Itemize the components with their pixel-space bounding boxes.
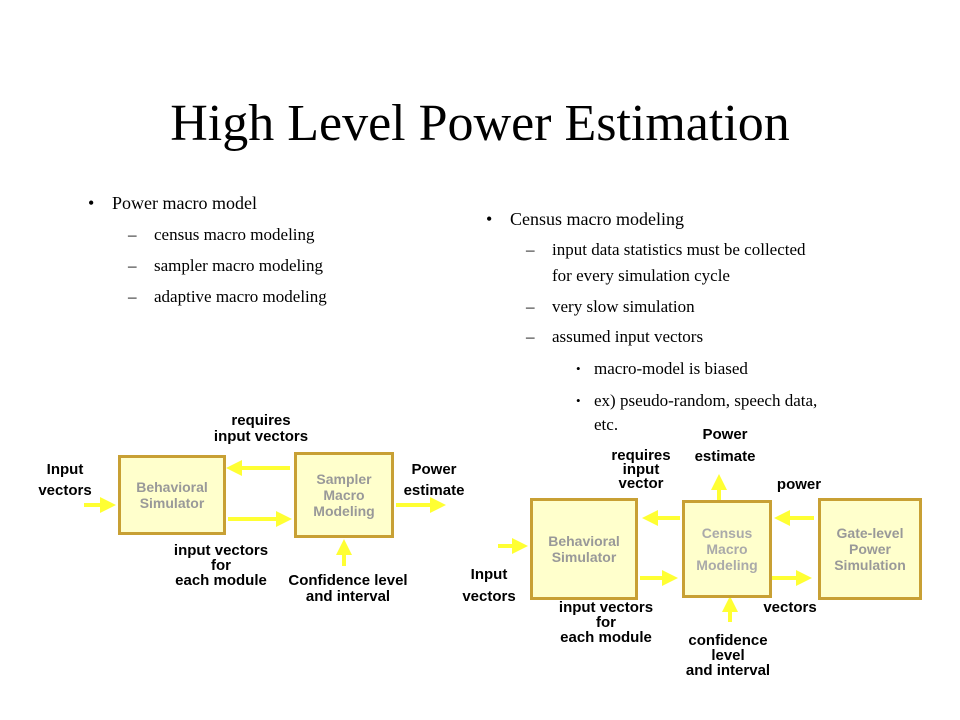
bullet-text: Census macro modeling xyxy=(510,209,684,229)
requires-input-vectors-label: requires input vectors xyxy=(213,412,309,445)
bullet-dot-icon: • xyxy=(576,393,581,408)
behavioral-simulator-box-right: Behavioral Simulator xyxy=(530,498,638,600)
sub-bullet-text: assumed input vectors xyxy=(552,327,704,346)
census-macro-modeling-box: Census Macro Modeling xyxy=(682,500,772,598)
sub-bullet-text: very slow simulation xyxy=(552,297,695,316)
dash-icon: – xyxy=(526,240,535,259)
input-vectors-each-module-label: input vectors for each module xyxy=(173,542,269,589)
behavioral-simulator-box: Behavioral Simulator xyxy=(118,455,226,535)
subsub-bullet-text: ex) pseudo-random, speech data, xyxy=(594,391,818,410)
dash-icon: – xyxy=(526,327,535,346)
bullet-dot-icon: • xyxy=(486,209,493,229)
sub-bullet-text: sampler macro modeling xyxy=(154,256,324,275)
sub-bullet-text: for every simulation cycle xyxy=(552,266,730,285)
bullet-dot-icon: • xyxy=(576,361,581,376)
power-label: power xyxy=(776,476,822,493)
sampler-macro-modeling-box: Sampler Macro Modeling xyxy=(294,452,394,538)
input-vectors-each-module-label-right: input vectors for each module xyxy=(558,599,654,646)
subsub-bullet-text: etc. xyxy=(594,415,619,434)
vectors-label: vectors xyxy=(763,599,817,616)
power-estimate-label: Power estimate xyxy=(403,461,465,499)
sub-bullet-text: adaptive macro modeling xyxy=(154,287,327,306)
bullet-dot-icon: • xyxy=(88,193,95,213)
input-vectors-label: Input vectors xyxy=(38,461,92,499)
subsub-bullet-text: macro-model is biased xyxy=(594,359,748,378)
gate-level-power-simulation-box: Gate-level Power Simulation xyxy=(818,498,922,600)
dash-icon: – xyxy=(526,297,535,316)
dash-icon: – xyxy=(128,225,137,244)
dash-icon: – xyxy=(128,256,137,275)
power-estimate-label-right: Power estimate xyxy=(694,426,756,465)
confidence-level-label: Confidence level and interval xyxy=(288,572,408,605)
dash-icon: – xyxy=(128,287,137,306)
sub-bullet-text: census macro modeling xyxy=(154,225,315,244)
requires-input-vector-label: requires input vector xyxy=(611,447,671,492)
bullet-text: Power macro model xyxy=(112,193,257,213)
input-vectors-label-right: Input vectors xyxy=(462,566,516,605)
sub-bullet-text: input data statistics must be collected xyxy=(552,240,806,259)
confidence-level-label-right: confidence level and interval xyxy=(685,632,771,679)
slide-title: High Level Power Estimation xyxy=(170,95,790,152)
